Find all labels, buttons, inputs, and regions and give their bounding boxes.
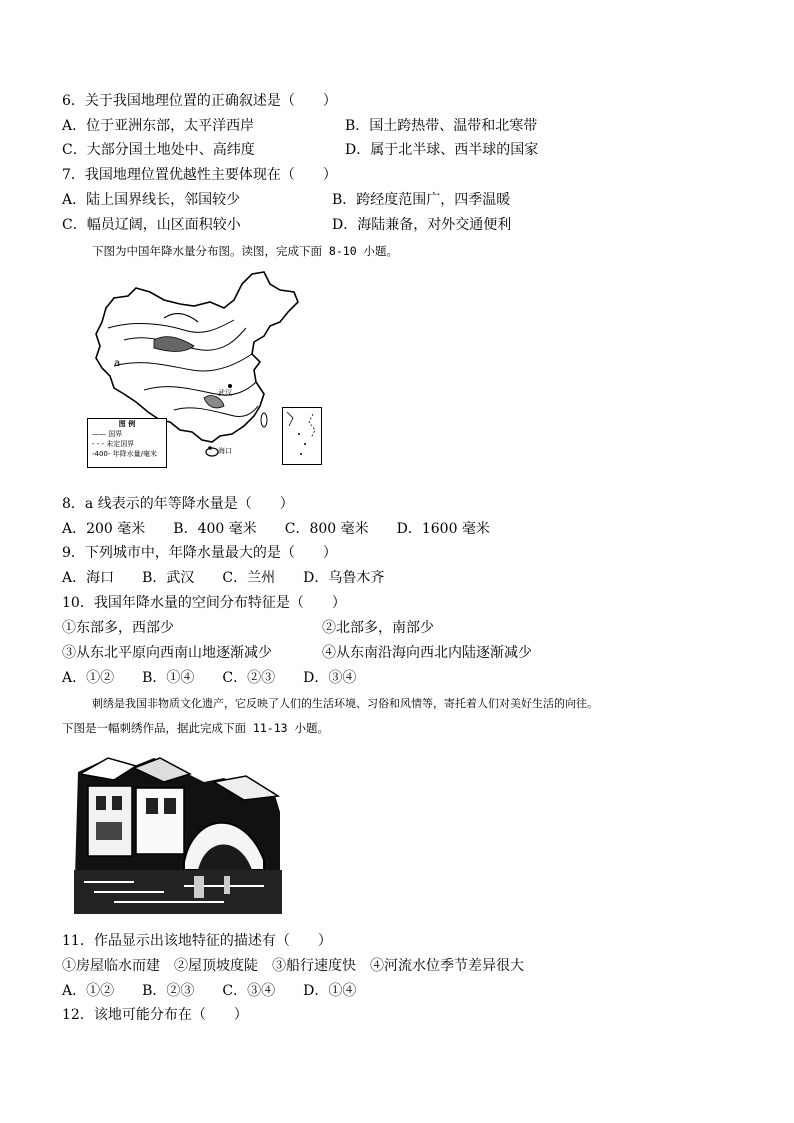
q9-stem: 9．下列城市中，年降水量最大的是（ ）: [62, 545, 337, 561]
q11-statements: ①房屋临水而建 ②屋顶坡度陡 ③船行速度快 ④河流水位季节差异很大: [62, 958, 524, 974]
q10-stem: 10．我国年降水量的空间分布特征是（ ）: [62, 595, 346, 611]
q7-option-a: A．陆上国界线长，邻国较少: [62, 192, 241, 208]
legend-item-border: —— 国界: [92, 430, 123, 438]
q11-stem: 11．作品显示出该地特征的描述有（ ）: [62, 933, 332, 949]
embroidery-intro-line1: 刺绣是我国非物质文化遗产，它反映了人们的生活环境、习俗和风情等，寄托着人们对美好生活的向往。: [92, 697, 598, 710]
q10-statement-1: ①东部多，西部少: [62, 620, 174, 636]
q10-statement-2: ②北部多，南部少: [322, 620, 434, 636]
map-label-a: a: [114, 358, 121, 369]
q7-option-d: D．海陆兼备，对外交通便利: [332, 217, 512, 233]
map-label-wuhan: 武汉: [218, 389, 232, 397]
q6-option-d: D．属于北半球、西半球的国家: [345, 142, 539, 158]
q6-option-b: B．国土跨热带、温带和北寒带: [345, 118, 538, 134]
q6-option-c: C．大部分国土地处中、高纬度: [62, 142, 255, 158]
legend-item-isoline: -400- 年降水量/毫米: [92, 450, 157, 458]
embroidery-artwork: [74, 752, 282, 922]
q6-option-a: A．位于亚洲东部，太平洋西岸: [62, 118, 255, 134]
legend-title: 图 例: [118, 420, 136, 428]
q7-stem: 7．我国地理位置优越性主要体现在（ ）: [62, 167, 337, 183]
q10-statement-3: ③从东北平原向西南山地逐渐减少: [62, 645, 272, 661]
q10-options: A．①② B．①④ C．②③ D．③④: [62, 670, 357, 686]
map-label-haikou: 海口: [218, 447, 232, 455]
waterside-house-embroidery-icon: [74, 752, 282, 922]
q10-statement-4: ④从东南沿海向西北内陆逐渐减少: [322, 645, 532, 661]
map-intro-text: 下图为中国年降水量分布图。读图，完成下面 8-10 小题。: [92, 244, 399, 258]
q7-option-b: B．跨经度范围广，四季温暖: [332, 192, 511, 208]
q6-stem: 6．关于我国地理位置的正确叙述是（ ）: [62, 93, 337, 109]
q12-stem: 12．该地可能分布在（ ）: [62, 1007, 248, 1023]
embroidery-intro-line2: 下图是一幅刺绣作品，据此完成下面 11-13 小题。: [62, 721, 329, 735]
south-sea-inset-icon: [283, 408, 321, 464]
q7-option-c: C．幅员辽阔，山区面积较小: [62, 217, 241, 233]
q9-options: A．海口 B．武汉 C．兰州 D．乌鲁木齐: [62, 570, 385, 586]
map-legend: [87, 418, 167, 468]
q8-options: A．200 毫米 B．400 毫米 C．800 毫米 D．1600 毫米: [62, 521, 490, 537]
q11-options: A．①② B．②③ C．③④ D．①④: [62, 983, 357, 999]
south-sea-inset: [282, 407, 322, 465]
q8-stem: 8．a 线表示的年等降水量是（ ）: [62, 496, 294, 512]
legend-item-undetermined-border: - - - 未定国界: [92, 440, 135, 448]
